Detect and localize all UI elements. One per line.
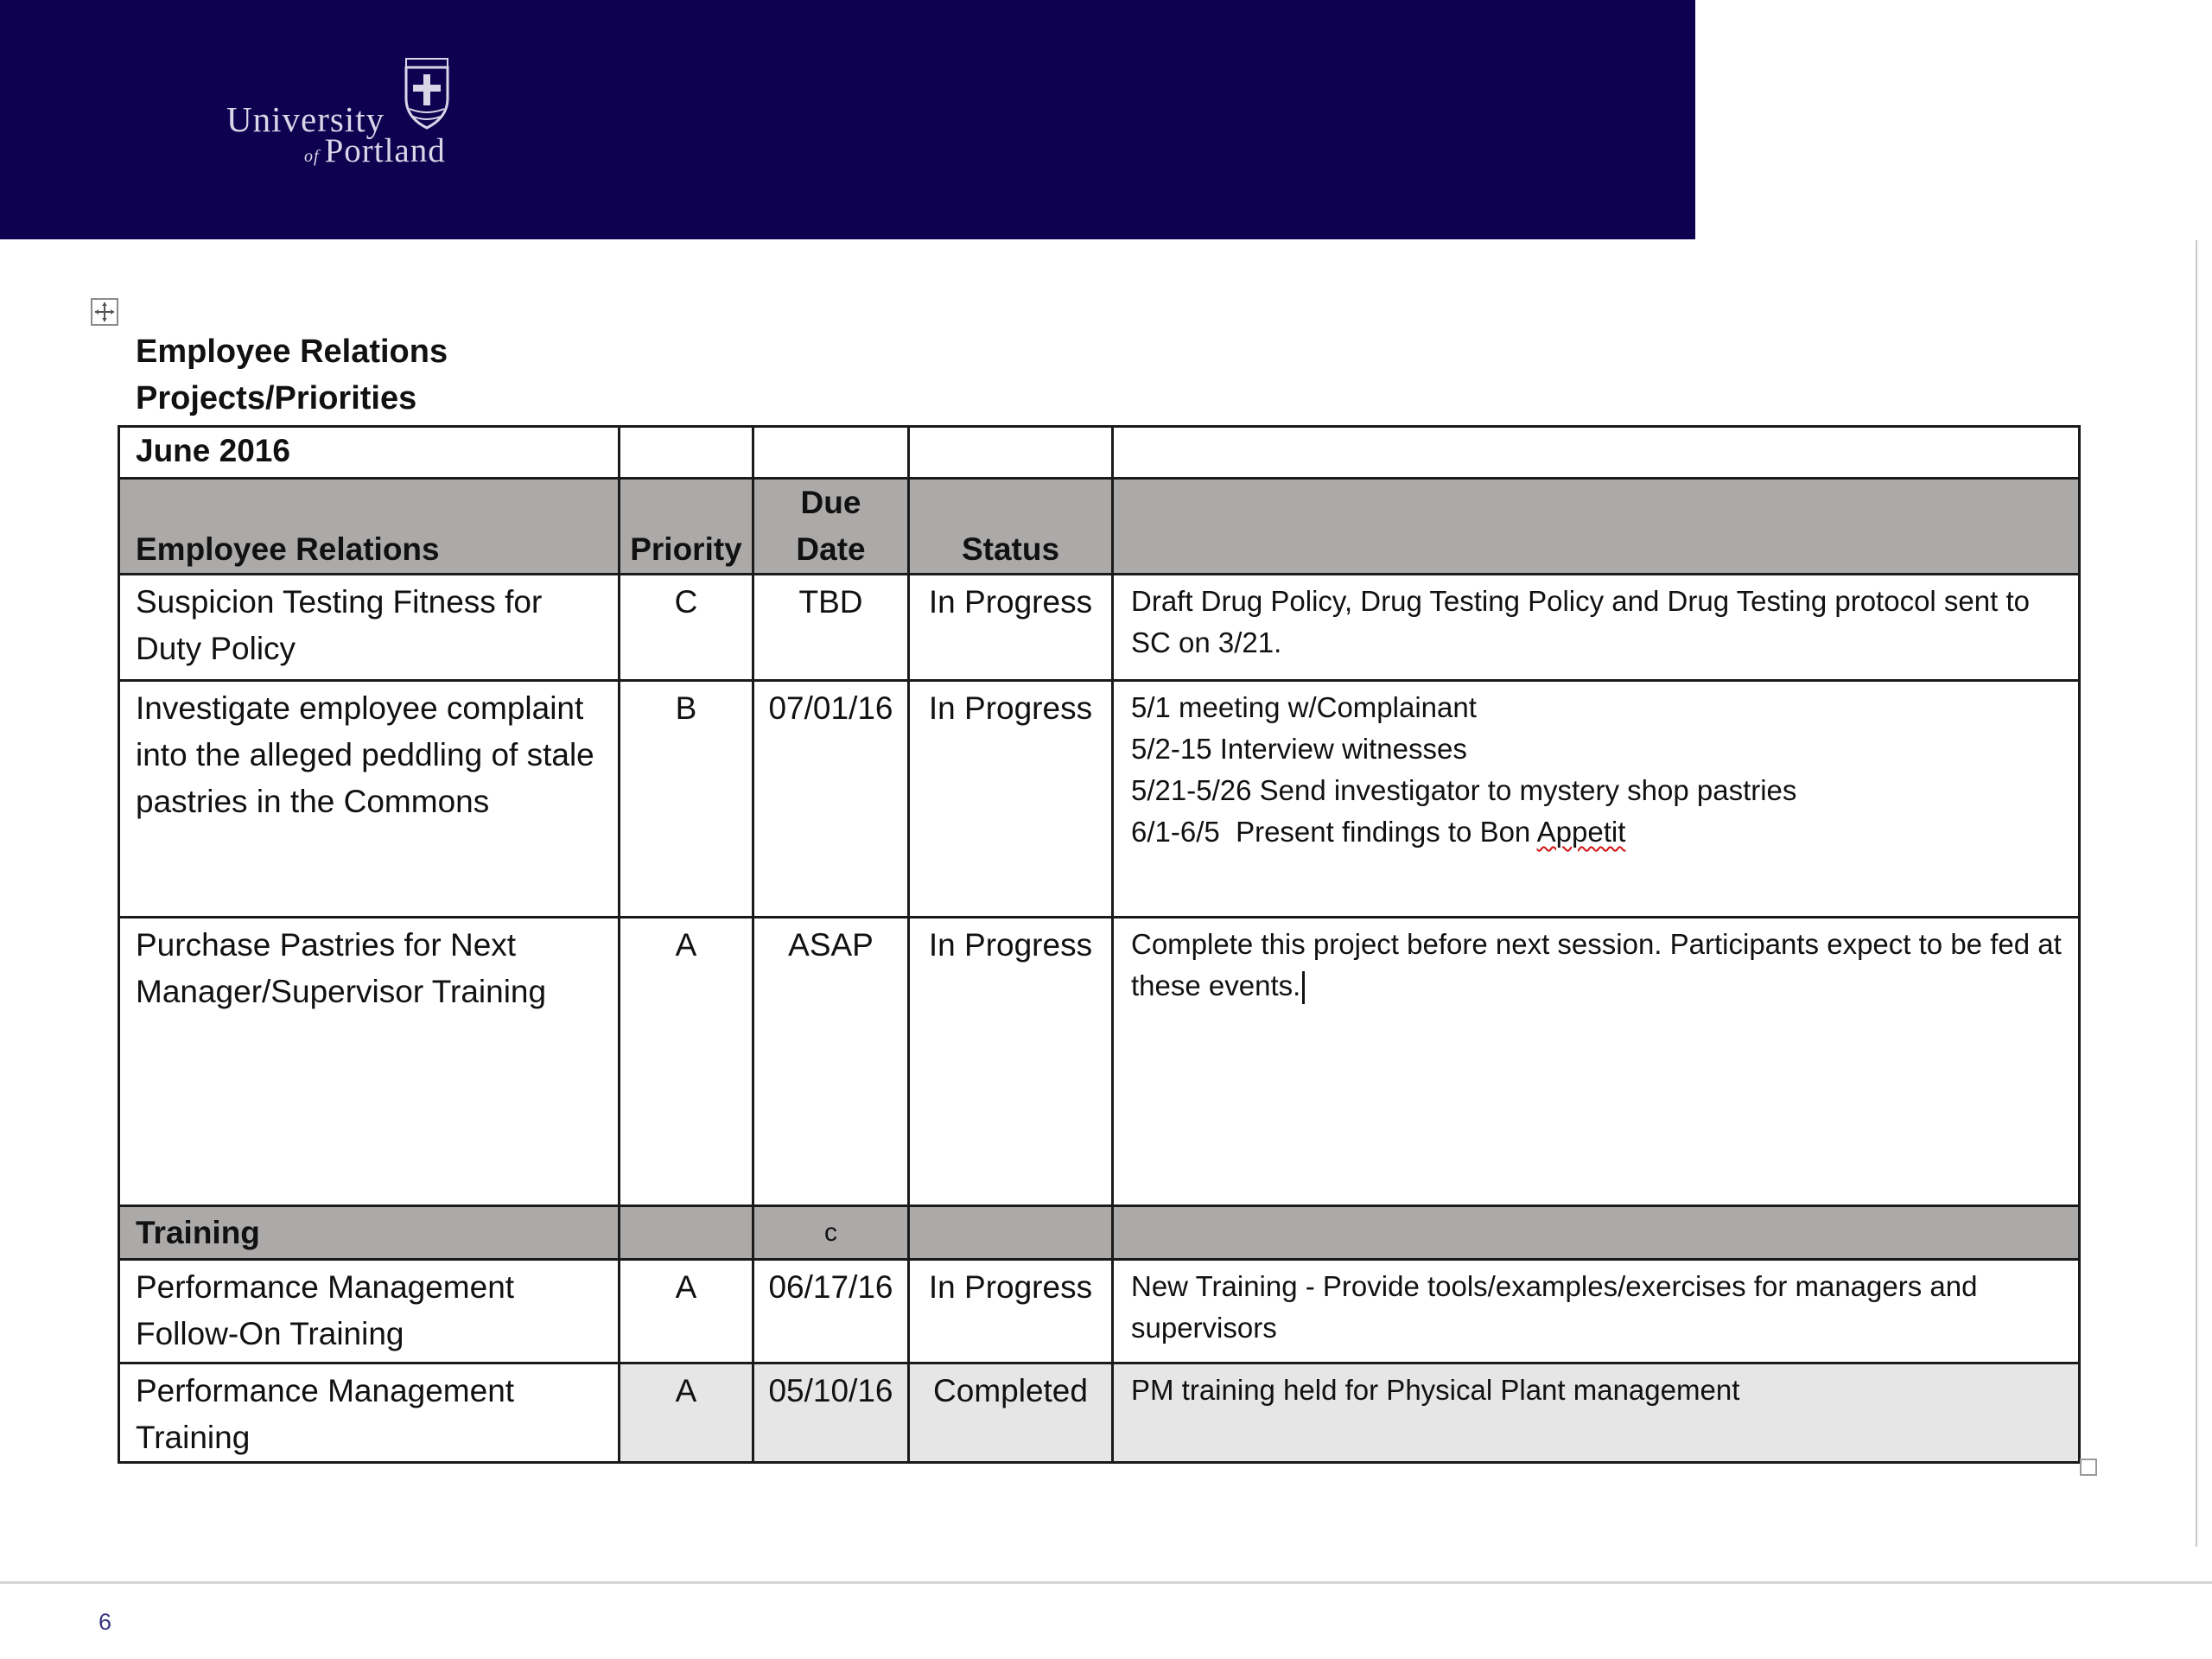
document-heading (136, 328, 448, 422)
empty-cell[interactable] (909, 1206, 1113, 1260)
month-cell[interactable]: June 2016 (119, 427, 620, 479)
crest-icon (401, 55, 453, 133)
text-cursor (1302, 971, 1305, 1004)
note-line: PM training held for Physical Plant management (1131, 1374, 1740, 1406)
table-row-month (119, 427, 2080, 479)
header-due-line2: Date (796, 531, 866, 567)
table-resize-handle[interactable] (2080, 1459, 2097, 1476)
table-move-handle[interactable] (91, 298, 118, 326)
notes-cell[interactable] (1113, 575, 2080, 681)
status-cell[interactable]: In Progress (909, 918, 1113, 1206)
empty-cell[interactable] (753, 427, 909, 479)
status-cell[interactable]: Completed (909, 1363, 1113, 1463)
logo-word-portland-text: Portland (324, 132, 446, 169)
page-edge-rule (2196, 240, 2197, 1547)
due-cell[interactable]: ASAP (753, 918, 909, 1206)
header-due-line1: Due (800, 485, 861, 520)
table-row (119, 681, 2080, 918)
empty-cell[interactable] (620, 427, 753, 479)
empty-cell[interactable] (1113, 1206, 2080, 1260)
status-cell[interactable]: In Progress (909, 681, 1113, 918)
priority-cell[interactable]: A (620, 918, 753, 1206)
empty-cell[interactable] (1113, 427, 2080, 479)
table-header-row (119, 479, 2080, 575)
logo-word-portland (304, 131, 446, 170)
due-cell[interactable]: 05/10/16 (753, 1363, 909, 1463)
header-section[interactable]: Employee Relations (119, 479, 620, 575)
note-line: New Training - Provide tools/examples/exercises for managers and supervisors (1131, 1270, 1978, 1344)
training-section-row (119, 1206, 2080, 1260)
notes-cell[interactable] (1113, 681, 2080, 918)
header-status[interactable]: Status (909, 479, 1113, 575)
table-row (119, 918, 2080, 1206)
table-row (119, 1363, 2080, 1463)
heading-line-1: Employee Relations (136, 334, 448, 370)
due-cell[interactable]: TBD (753, 575, 909, 681)
logo-word-of: of (304, 147, 320, 166)
header-priority[interactable]: Priority (620, 479, 753, 575)
header-notes[interactable] (1113, 479, 2080, 575)
note-line: Draft Drug Policy, Drug Testing Policy and Drug Testing protocol sent to SC on 3/21. (1131, 585, 2030, 658)
note-line: 5/21-5/26 Send investigator to mystery shop pastries (1131, 774, 1797, 806)
heading-line-2: Projects/Priorities (136, 380, 417, 416)
training-section-label[interactable]: Training (119, 1206, 620, 1260)
note-line (1131, 811, 2063, 853)
note-line: 5/1 meeting w/Complainant (1131, 691, 1477, 723)
table-row (119, 1260, 2080, 1363)
page-number: 6 (99, 1609, 112, 1635)
priority-cell[interactable]: A (620, 1260, 753, 1363)
logo-word-university: University (226, 99, 385, 139)
notes-cell[interactable] (1113, 1260, 2080, 1363)
note-line: Complete this project before next session. Participants expect to be fed at these events. (1131, 928, 2062, 1001)
note-line-text: 6/1-6/5 Present findings to Bon (1131, 816, 1537, 848)
header-due-date[interactable] (753, 479, 909, 575)
status-cell[interactable]: In Progress (909, 575, 1113, 681)
priority-cell[interactable]: C (620, 575, 753, 681)
note-line: 5/2-15 Interview witnesses (1131, 733, 1467, 765)
task-cell[interactable]: Performance Management Training (119, 1363, 620, 1463)
task-cell[interactable]: Purchase Pastries for Next Manager/Supervisor Training (119, 918, 620, 1206)
notes-cell[interactable] (1113, 918, 2080, 1206)
empty-cell[interactable] (909, 427, 1113, 479)
training-due-cell[interactable]: c (753, 1206, 909, 1260)
task-cell[interactable]: Suspicion Testing Fitness for Duty Policy (119, 575, 620, 681)
priority-cell[interactable]: A (620, 1363, 753, 1463)
status-cell[interactable]: In Progress (909, 1260, 1113, 1363)
task-cell[interactable]: Investigate employee complaint into the alleged peddling of stale pastries in the Commons (119, 681, 620, 918)
table-row (119, 575, 2080, 681)
header-banner (0, 0, 1695, 239)
due-cell[interactable]: 06/17/16 (753, 1260, 909, 1363)
task-cell[interactable]: Performance Management Follow-On Training (119, 1260, 620, 1363)
notes-cell[interactable] (1113, 1363, 2080, 1463)
footer-rule (0, 1581, 2212, 1584)
misspelled-word[interactable]: Appetit (1536, 816, 1626, 848)
priority-cell[interactable]: B (620, 681, 753, 918)
priorities-table (118, 425, 2081, 1464)
move-icon (92, 300, 117, 324)
empty-cell[interactable] (620, 1206, 753, 1260)
due-cell[interactable]: 07/01/16 (753, 681, 909, 918)
university-logo (226, 55, 468, 176)
